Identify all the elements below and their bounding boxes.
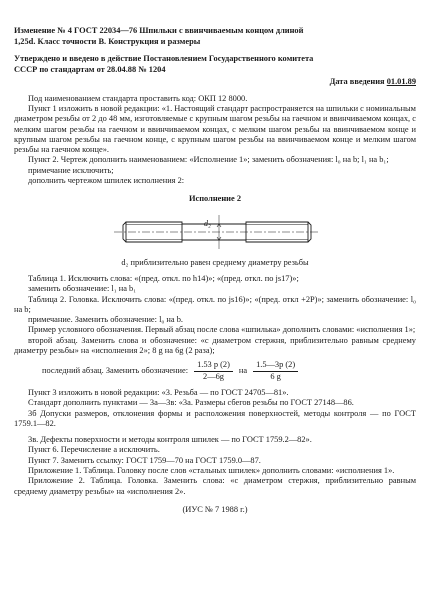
paragraph-table-1: Таблица 1. Исключить слова: «(пред. откл. по h14)»; «(пред. откл. по js17)»; bbox=[28, 273, 299, 283]
paragraph-item-3: Пункт 3 изложить в новой редакции: «3. Резьба — по ГОСТ 24705—81». bbox=[28, 387, 289, 397]
figure-caption: d₂ приблизительно равен среднему диаметру резьбы bbox=[121, 257, 309, 267]
paragraph-item-1: Пункт 1 изложить в новой редакции: «1. Настоящий стандарт распространяется на шпильки с номинальным диаметром резьбы от 2 до 48 мм, изготовляемые с крупным шагом резьбы на гаечном и ввинчиваемом концах, с мелким шагом резьбы на гаечном и ввинчиваемом концах, с мелким шагом резьбы на ввинчиваемом конце и крупным шагом резьбы на гаечном конце, с крупным шагом резьбы на ввинчиваемом конце и мелким шагом резьбы на гаечном конце». bbox=[14, 103, 416, 155]
paragraph-item-3b: 3б Допуски размеров, отклонения формы и расположения поверхностей, методы контроля — по ГОСТ 1759.1—82. bbox=[14, 408, 416, 428]
publication-reference: (ИУС № 7 1988 г.) bbox=[182, 504, 248, 514]
fraction-separator: на bbox=[238, 365, 248, 375]
effective-date: Дата введения 01.01.89 bbox=[329, 77, 416, 87]
figure-title: Исполнение 2 bbox=[188, 194, 242, 204]
formula-replacement bbox=[14, 360, 416, 382]
stud-drawing bbox=[14, 205, 416, 257]
document-page bbox=[14, 26, 416, 515]
paragraph-note: примечание исключить; bbox=[28, 165, 114, 175]
paragraph-table-2-note: примечание. Заменить обозначение: l₀ на b. bbox=[28, 315, 183, 325]
paragraph-item-3v: 3в. Дефекты поверхности и методы контроля шпилек — по ГОСТ 1759.2—82». bbox=[28, 435, 312, 445]
paragraph-appendix-1: Приложение 1. Таблица. Головку после слов «стальных шпилек» дополнить словами: «исполнения 1». bbox=[28, 465, 395, 475]
fraction-new: $\frac{1.5—3p (2)}{6 g}$ bbox=[253, 360, 298, 382]
stud-drawing-svg bbox=[14, 205, 416, 257]
paragraph-table-2: Таблица 2. Головка. Исключить слова: «(пред. откл. по js16)»; «(пред. откл +2P)»; заменить обозначение: l₀ на b; bbox=[14, 294, 416, 314]
paragraph-example-2: второй абзац. Заменить слова и обозначение: «с диаметром стержня, приблизительно равным среднему диаметру резьбы» на «исполнения 2»; 8 g на 6g (2 раза); bbox=[14, 335, 416, 356]
paragraph-item-6: Пункт 6. Перечисление а исключить. bbox=[28, 445, 160, 455]
approval-statement: Утверждено и введено в действие Постановлением Государственного комитета СССР по стандартам от 28.04.88 № 1204 bbox=[14, 54, 314, 74]
amendment-title: Изменение № 4 ГОСТ 22034—76 Шпильки с ввинчиваемым концом длиной 1,25d. Класс точности В. Конструкция и размеры bbox=[14, 26, 304, 46]
fraction-old: $\frac{1.53 p (2)}{2—6g}$ bbox=[194, 360, 233, 382]
dimension-label: d₂ bbox=[204, 218, 211, 228]
paragraph-appendix-2: Приложение 2. Таблица. Головка. Заменить слова: «с диаметром стержня, приблизительно равным среднему диаметру резьбы» на «исполнения 2». bbox=[14, 476, 416, 496]
paragraph-item-3a: Стандарт дополнить пунктами — 3а—3в: «3а. Размеры сбегов резьбы по ГОСТ 27148—86. bbox=[28, 398, 354, 408]
formula-label: последний абзац. Заменить обозначение: bbox=[42, 365, 189, 375]
paragraph-drawing: дополнить чертежом шпилек исполнения 2: bbox=[28, 176, 185, 186]
paragraph-item-7: Пункт 7. Заменить ссылку: ГОСТ 1759—70 на ГОСТ 1759.0—87. bbox=[28, 455, 261, 465]
paragraph-table-1-replace: заменить обозначение: l₁ на b₁ bbox=[28, 284, 137, 294]
paragraph-okp-code: Под наименованием стандарта проставить код: ОКП 12 8000. bbox=[28, 93, 248, 103]
paragraph-example-1: Пример условного обозначения. Первый абзац после слова «шпилька» дополнить словами: «исполнения 1»; bbox=[28, 325, 416, 335]
paragraph-item-2: Пункт 2. Чертеж дополнить наименованием: «Исполнение 1»; заменить обозначения: l₀ на b; l₁ на b₁; bbox=[28, 155, 389, 165]
